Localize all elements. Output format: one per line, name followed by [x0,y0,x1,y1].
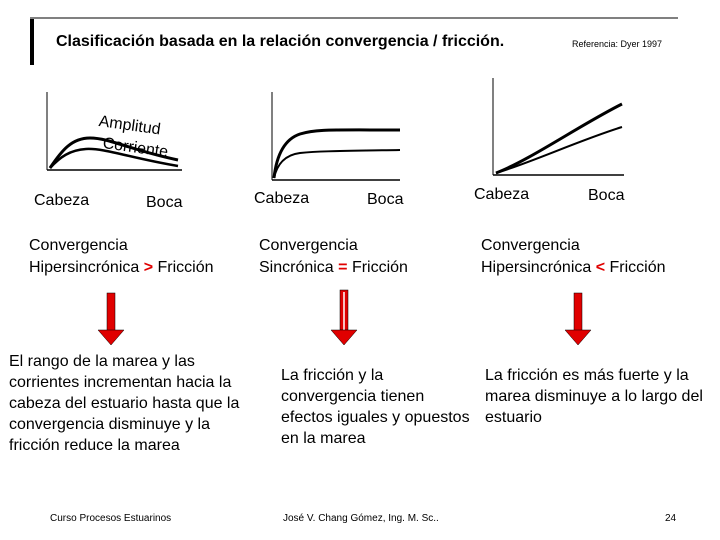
panel-2-current-curve [274,150,400,178]
panel-1-description: El rango de la marea y las corrientes incrementan hacia la cabeza del estuario hasta que la convergencia disminuye y la fricción reduce la marea [9,353,240,454]
panel-2-convergence-line2 [259,257,408,279]
panel-3-relation-symbol: < [595,259,606,276]
panel-3-axis-left: Cabeza [474,186,530,203]
footer-course: Curso Procesos Estuarinos [50,513,172,524]
panel-1-axis-right: Boca [146,194,183,211]
footer-author: José V. Chang Gómez, Ing. M. Sc.. [283,513,439,524]
panel-3-description: La fricción es más fuerte y la marea disminuye a lo largo del estuario [485,367,703,426]
panel-3-convergence [481,235,666,279]
panel-3-convergence-line1: Convergencia [481,237,580,254]
panel-1-convergence-type: Hipersincrónica [29,259,144,276]
panel-3-convergence-line2 [481,257,666,279]
panel-3-amplitude-curve [496,104,622,173]
panel-3-convergence-type: Hipersincrónica [481,259,596,276]
arrow-panel-2 [331,290,357,345]
panel-2-axis-right: Boca [367,191,404,208]
reference-note: Referencia: Dyer 1997 [572,39,663,49]
arrow-panel-1 [98,293,124,345]
arrow-panel-3 [565,293,591,345]
panel-3-convergence-friction: Fricción [605,259,666,276]
panel-1-current-label: Corriente [101,135,170,161]
panel-1-relation-symbol: > [143,259,154,276]
panel-2-convergence-friction: Fricción [347,259,408,276]
panel-3-axis-right: Boca [588,187,625,204]
slide-title: Clasificación basada en la relación convergencia / fricción. [56,33,505,50]
panel-1-axis-left: Cabeza [34,192,90,209]
panel-1-convergence-friction: Fricción [153,259,214,276]
panel-1-convergence [29,235,214,279]
panel-3-graph [493,78,624,175]
panel-1-amplitude-label: Amplitud [97,113,162,139]
panel-2-convergence [259,235,408,279]
panel-3-current-curve [496,127,622,173]
page-number: 24 [665,513,677,524]
panel-2-description: La fricción y la convergencia tienen efectos iguales y opuestos en la marea [281,367,470,447]
panel-2-axis-left: Cabeza [254,190,310,207]
panel-1-convergence-line1: Convergencia [29,237,128,254]
panel-2-graph [272,92,400,180]
panel-2-convergence-type: Sincrónica [259,259,339,276]
panel-2-convergence-line1: Convergencia [259,237,358,254]
panel-1-convergence-line2 [29,257,214,279]
panel-2-relation-symbol: = [338,259,348,276]
